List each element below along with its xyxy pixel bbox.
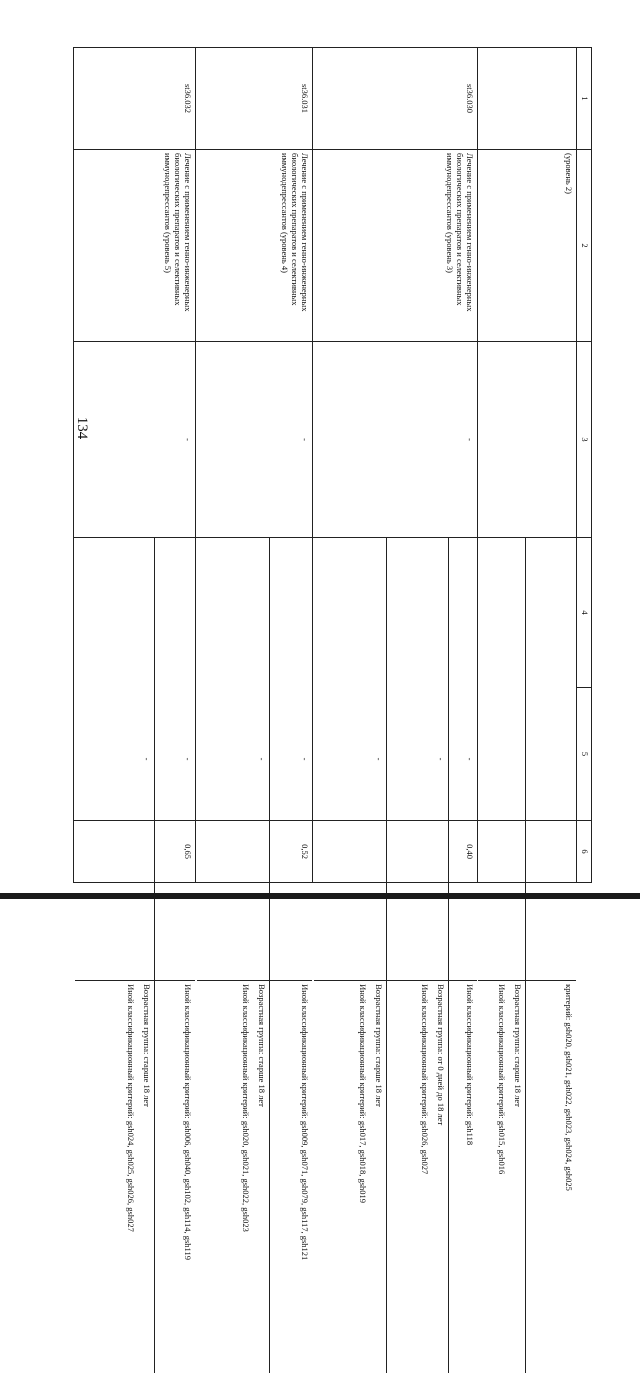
name-cell: Лечение с применением генно-инженерных биологических препаратов и селективных иммунодепрессантов (уровень 3) bbox=[313, 150, 478, 342]
col4-cell: - bbox=[197, 538, 270, 981]
criteria-subrow bbox=[197, 538, 270, 1373]
header-cell: 5 bbox=[577, 688, 592, 821]
criteria-subtable bbox=[197, 538, 312, 1373]
header-cell: 3 bbox=[577, 342, 592, 538]
col5-cell bbox=[197, 981, 270, 1373]
criteria-text: критерий: gsh020, gsh021, gsh022, gsh023, gsh024, gsh025 bbox=[564, 984, 574, 1191]
criteria-text-secondary: Иной классификационный критерий: gsh015, gsh016 bbox=[497, 984, 508, 1175]
coefficient-cell bbox=[478, 821, 577, 883]
table-row bbox=[313, 48, 478, 883]
criteria-text: Возрастная группа: старше 18 лет bbox=[142, 984, 153, 1107]
criteria-text-secondary: Иной классификационный критерий: gsh024, gsh025, gsh026, gsh027 bbox=[126, 984, 137, 1232]
criteria-text-secondary: Иной классификационный критерий: gsh017, gsh018, gsh019 bbox=[358, 984, 369, 1204]
criteria-subrow bbox=[526, 538, 576, 1373]
criteria-subrow bbox=[270, 538, 312, 1373]
name-cell: Лечение с применением генно-инженерных биологических препаратов и селективных иммунодепрессантов (уровень 5) bbox=[74, 150, 196, 342]
criteria-text-secondary: Иной классификационный критерий: gsh026, gsh027 bbox=[420, 984, 431, 1175]
col5-cell bbox=[478, 981, 526, 1373]
table-row bbox=[478, 48, 577, 883]
criteria-text: Иной классификационный критерий: gsh118 bbox=[465, 984, 475, 1146]
page-number: 134 bbox=[74, 416, 90, 440]
criteria-subrow bbox=[155, 538, 195, 1373]
criteria-subtable bbox=[314, 538, 477, 1373]
header-cell: 1 bbox=[577, 48, 592, 150]
criteria-text: Возрастная группа: старше 18 лет bbox=[374, 984, 385, 1107]
criteria-text: Возрастная группа: старше 18 лет bbox=[513, 984, 524, 1107]
header-cell: 4 bbox=[577, 538, 592, 688]
criteria-subrow bbox=[75, 538, 155, 1373]
code-cell: st36.030 bbox=[313, 48, 478, 150]
col5-cell bbox=[270, 981, 312, 1373]
coefficient-cell: 0,40 bbox=[313, 821, 478, 883]
header-cell: 2 bbox=[577, 150, 592, 342]
scan-edge-bar bbox=[0, 893, 640, 899]
criteria-cell bbox=[478, 538, 577, 1191]
criteria-text: Иной классификационный критерий: gsh006, gsh040, gsh102, gsh114, gsh119 bbox=[183, 984, 193, 1260]
table-row bbox=[196, 48, 313, 883]
col5-cell bbox=[387, 981, 449, 1373]
coefficient-cell: 0,52 bbox=[196, 821, 313, 883]
col4-cell: - bbox=[314, 538, 387, 981]
criteria-text: Иной классификационный критерий: gsh009, gsh071, gsh079, gsh117, gsh121 bbox=[300, 984, 310, 1261]
criteria-subtable bbox=[75, 538, 195, 1373]
criteria-subrow bbox=[314, 538, 387, 1373]
col4-cell: - bbox=[387, 538, 449, 981]
header-cell: 6 bbox=[577, 821, 592, 883]
col3-cell: - bbox=[196, 342, 313, 538]
header-row bbox=[577, 48, 592, 883]
criteria-text: Возрастная группа: старше 18 лет bbox=[257, 984, 268, 1107]
col5-cell bbox=[314, 981, 387, 1373]
col4-cell: - bbox=[75, 538, 155, 981]
criteria-subrow bbox=[478, 538, 526, 1373]
code-cell: st36.032 bbox=[74, 48, 196, 150]
col5-cell bbox=[155, 981, 195, 1373]
tariff-table bbox=[73, 47, 592, 1261]
code-cell bbox=[478, 48, 577, 150]
criteria-text-secondary: Иной классификационный критерий: gsh020, gsh021, gsh022, gsh023 bbox=[241, 984, 252, 1232]
col5-cell bbox=[526, 981, 576, 1373]
col5-cell bbox=[75, 981, 155, 1373]
col5-cell bbox=[449, 981, 477, 1373]
name-cell: (уровень 2) bbox=[478, 150, 577, 342]
criteria-subrow bbox=[449, 538, 477, 1373]
code-cell: st36.031 bbox=[196, 48, 313, 150]
criteria-subrow bbox=[387, 538, 449, 1373]
name-cell: Лечение с применением генно-инженерных биологических препаратов и селективных иммунодепрессантов (уровень 4) bbox=[196, 150, 313, 342]
table-row bbox=[74, 48, 196, 883]
col3-cell: - bbox=[313, 342, 478, 538]
col4-cell bbox=[478, 538, 526, 981]
col4-cell bbox=[526, 538, 576, 981]
criteria-text: Возрастная группа: от 0 дней до 18 лет bbox=[436, 984, 447, 1126]
col4-cell: - bbox=[465, 757, 475, 761]
coefficient-cell: 0,65 bbox=[74, 821, 196, 883]
col4-cell: - bbox=[183, 757, 193, 761]
criteria-subtable bbox=[478, 538, 576, 1373]
rotated-table-container bbox=[67, 47, 592, 1261]
col3-cell: - bbox=[74, 342, 196, 538]
col3-cell bbox=[478, 342, 577, 538]
col4-cell: - bbox=[300, 757, 310, 761]
